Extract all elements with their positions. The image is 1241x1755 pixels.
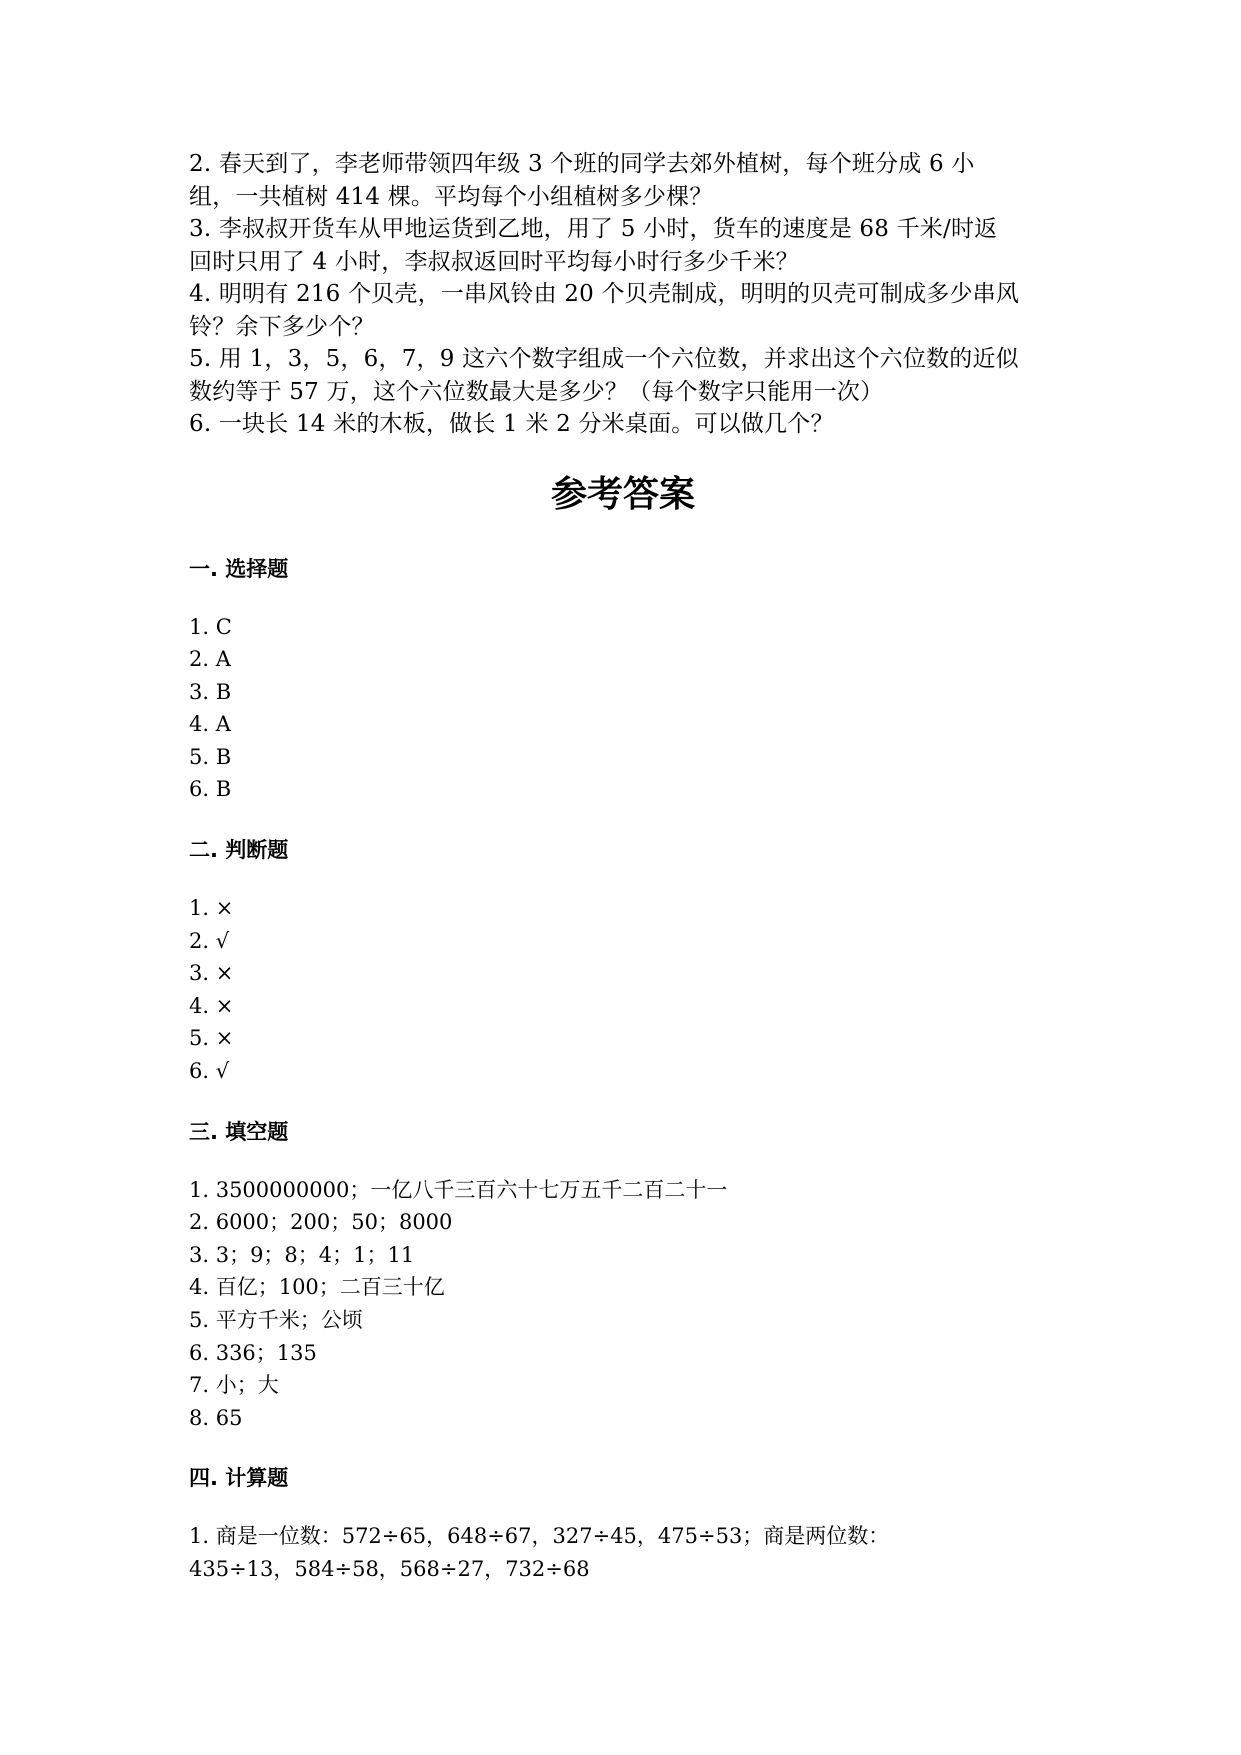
- section-heading: 一. 选择题: [189, 556, 289, 581]
- problem-5: [189, 343, 1069, 408]
- section-calculation: [189, 1464, 1069, 1585]
- answer-item: 6. √: [189, 1059, 230, 1084]
- answer-item: 2. √: [189, 928, 230, 953]
- problem-3-line-2: 回时只用了 4 小时，李叔叔返回时平均每小时行多少千米？: [189, 248, 799, 275]
- answer-item: 3. B: [189, 679, 232, 704]
- problem-2-line-1: 2. 春天到了，李老师带领四年级 3 个班的同学去郊外植树，每个班分成 6 小: [189, 151, 975, 177]
- answer-item: 435÷13，584÷58，568÷27，732÷68: [189, 1556, 590, 1581]
- answer-item: 2. 6000；200；50；8000: [189, 1210, 453, 1235]
- document-content: [189, 148, 1069, 1586]
- answer-item: 5. ×: [189, 1026, 234, 1051]
- section-heading: 二. 判断题: [189, 838, 289, 863]
- answer-item: 4. A: [189, 712, 231, 737]
- section-true-false: [189, 836, 1069, 1088]
- problem-5-line-2: 数约等于 57 万，这个六位数最大是多少？（每个数字只能用一次）: [189, 378, 884, 405]
- section-heading: 四. 计算题: [189, 1466, 289, 1491]
- answer-key-title: 参考答案: [550, 473, 695, 515]
- section-choice: [189, 555, 1069, 807]
- problem-2-line-2: 组，一共植树 414 棵。平均每个小组植树多少棵？: [189, 183, 713, 210]
- problem-6: [189, 408, 1069, 441]
- answer-item: 6. B: [189, 777, 232, 802]
- word-problems: [189, 148, 1069, 441]
- answer-item: 1. 商是一位数：572÷65，648÷67，327÷45，475÷53；商是两位数：: [189, 1524, 890, 1549]
- problem-3: [189, 213, 1069, 278]
- answer-item: 7. 小；大: [189, 1373, 279, 1398]
- answer-item: 3. 3；9；8；4；1；11: [189, 1242, 415, 1267]
- answer-item: 5. 平方千米；公顷: [189, 1308, 363, 1332]
- answer-item: 4. 百亿；100；二百三十亿: [189, 1275, 445, 1300]
- problem-4-line-1: 4. 明明有 216 个贝壳，一串风铃由 20 个贝壳制成，明明的贝壳可制成多少串风: [189, 281, 1020, 307]
- problem-3-line-1: 3. 李叔叔开货车从甲地运货到乙地，用了 5 小时，货车的速度是 68 千米/时返: [189, 216, 998, 242]
- answer-item: 1. 3500000000；一亿八千三百六十七万五千二百二十一: [189, 1177, 728, 1202]
- answer-item: 3. ×: [189, 961, 234, 986]
- problem-6-line-1: 6. 一块长 14 米的木板，做长 1 米 2 分米桌面。可以做几个？: [189, 411, 834, 437]
- problem-4-line-2: 铃？余下多少个？: [189, 313, 375, 340]
- section-fill-blank: [189, 1118, 1069, 1435]
- answer-item: 1. ×: [189, 896, 234, 921]
- section-heading: 三. 填空题: [189, 1119, 289, 1144]
- answer-item: 5. B: [189, 744, 232, 769]
- answer-item: 6. 336；135: [189, 1340, 317, 1365]
- answer-item: 4. ×: [189, 993, 234, 1018]
- problem-5-line-1: 5. 用 1，3，5，6，7，9 这六个数字组成一个六位数，并求出这个六位数的近似: [189, 346, 1019, 372]
- problem-4: [189, 278, 1069, 343]
- answer-item: 8. 65: [189, 1405, 243, 1430]
- problem-2: [189, 148, 1069, 213]
- answer-item: 2. A: [189, 647, 231, 672]
- answer-item: 1. C: [189, 614, 232, 639]
